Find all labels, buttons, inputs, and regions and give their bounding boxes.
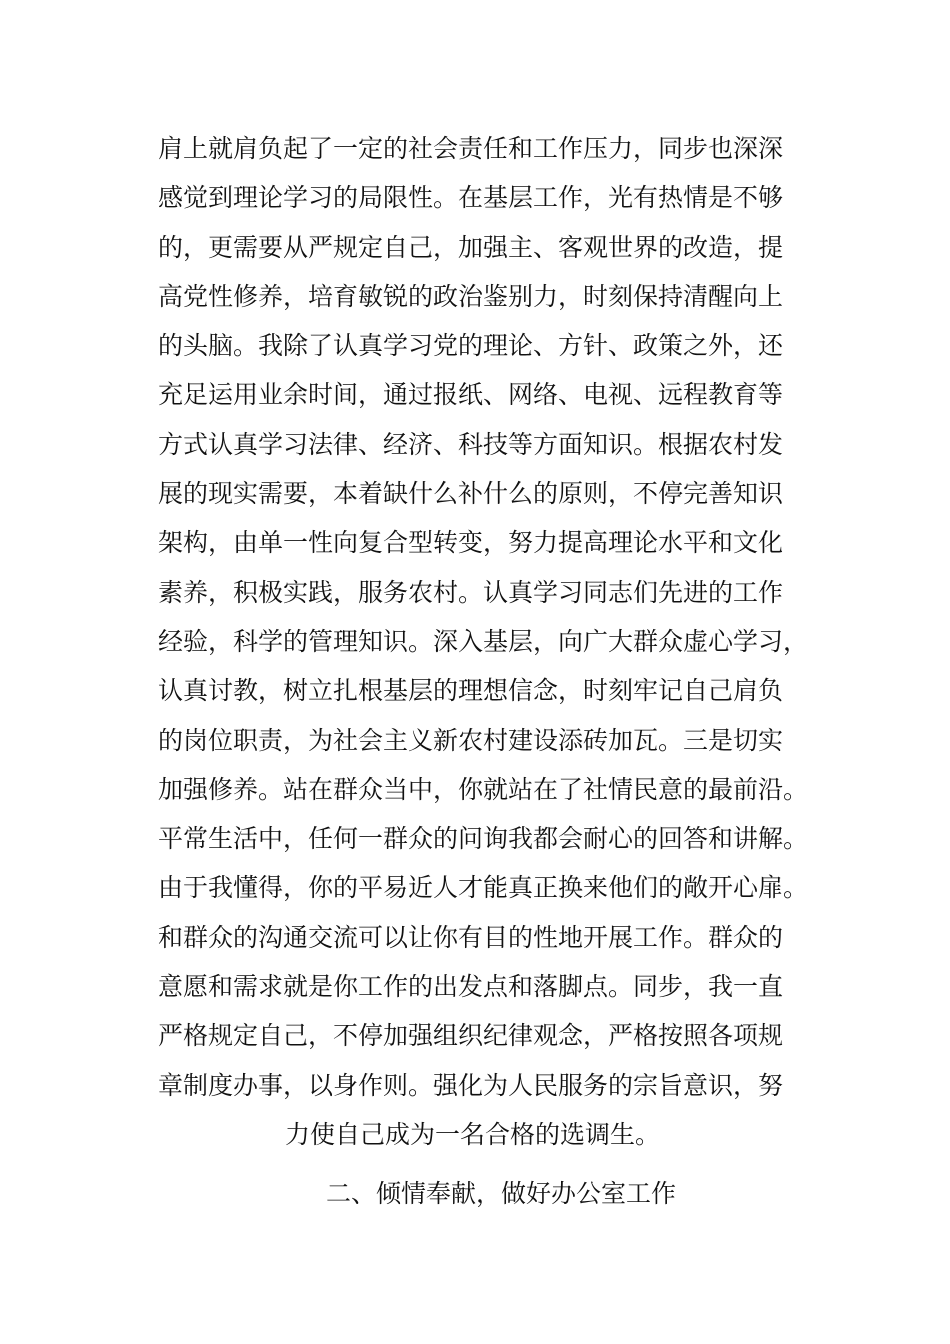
text-line: 认真讨教，树立扎根基层的理想信念，时刻牢记自己肩负 [158, 676, 784, 706]
body-paragraph [158, 124, 818, 1159]
text-line: 意愿和需求就是你工作的出发点和落脚点。同步，我一直 [158, 972, 784, 1002]
text-line: 方式认真学习法律、经济、科技等方面知识。根据农村发 [158, 429, 784, 459]
text-line: 和群众的沟通交流可以让你有目的性地开展工作。群众的 [158, 922, 784, 952]
text-line: 高党性修养，培育敏锐的政治鉴别力，时刻保持清醒向上 [158, 281, 784, 311]
text-line: 章制度办事，以身作则。强化为人民服务的宗旨意识，努 [158, 1070, 784, 1100]
text-line: 平常生活中，任何一群众的问询我都会耐心的回答和讲解。 [158, 824, 809, 854]
text-line: 由于我懂得，你的平易近人才能真正换来他们的敞开心扉。 [158, 873, 809, 903]
text-line: 素养，积极实践，服务农村。认真学习同志们先进的工作 [158, 577, 784, 607]
text-line: 充足运用业余时间，通过报纸、网络、电视、远程教育等 [158, 380, 784, 410]
text-line: 严格规定自己，不停加强组织纪律观念，严格按照各项规 [158, 1021, 784, 1051]
text-line: 加强修养。站在群众当中，你就站在了社情民意的最前沿。 [158, 774, 809, 804]
text-line: 展的现实需要，本着缺什么补什么的原则，不停完善知识 [158, 479, 784, 509]
text-line: 的，更需要从严规定自己，加强主、客观世界的改造，提 [158, 232, 784, 262]
text-line-last: 力使自己成为一名合格的选调生。 [285, 1119, 661, 1149]
text-line: 经验，科学的管理知识。深入基层，向广大群众虚心学习， [158, 626, 809, 656]
text-line: 的岗位职责，为社会主义新农村建设添砖加瓦。三是切实 [158, 725, 784, 755]
text-line: 架构，由单一性向复合型转变，努力提高理论水平和文化 [158, 528, 784, 558]
text-line: 肩上就肩负起了一定的社会责任和工作压力，同步也深深 [158, 134, 784, 163]
text-line: 感觉到理论学习的局限性。在基层工作，光有热情是不够 [158, 183, 784, 213]
section-heading: 二、倾情奉献，做好办公室工作 [326, 1179, 677, 1208]
text-line: 的头脑。我除了认真学习党的理论、方针、政策之外，还 [158, 331, 784, 361]
